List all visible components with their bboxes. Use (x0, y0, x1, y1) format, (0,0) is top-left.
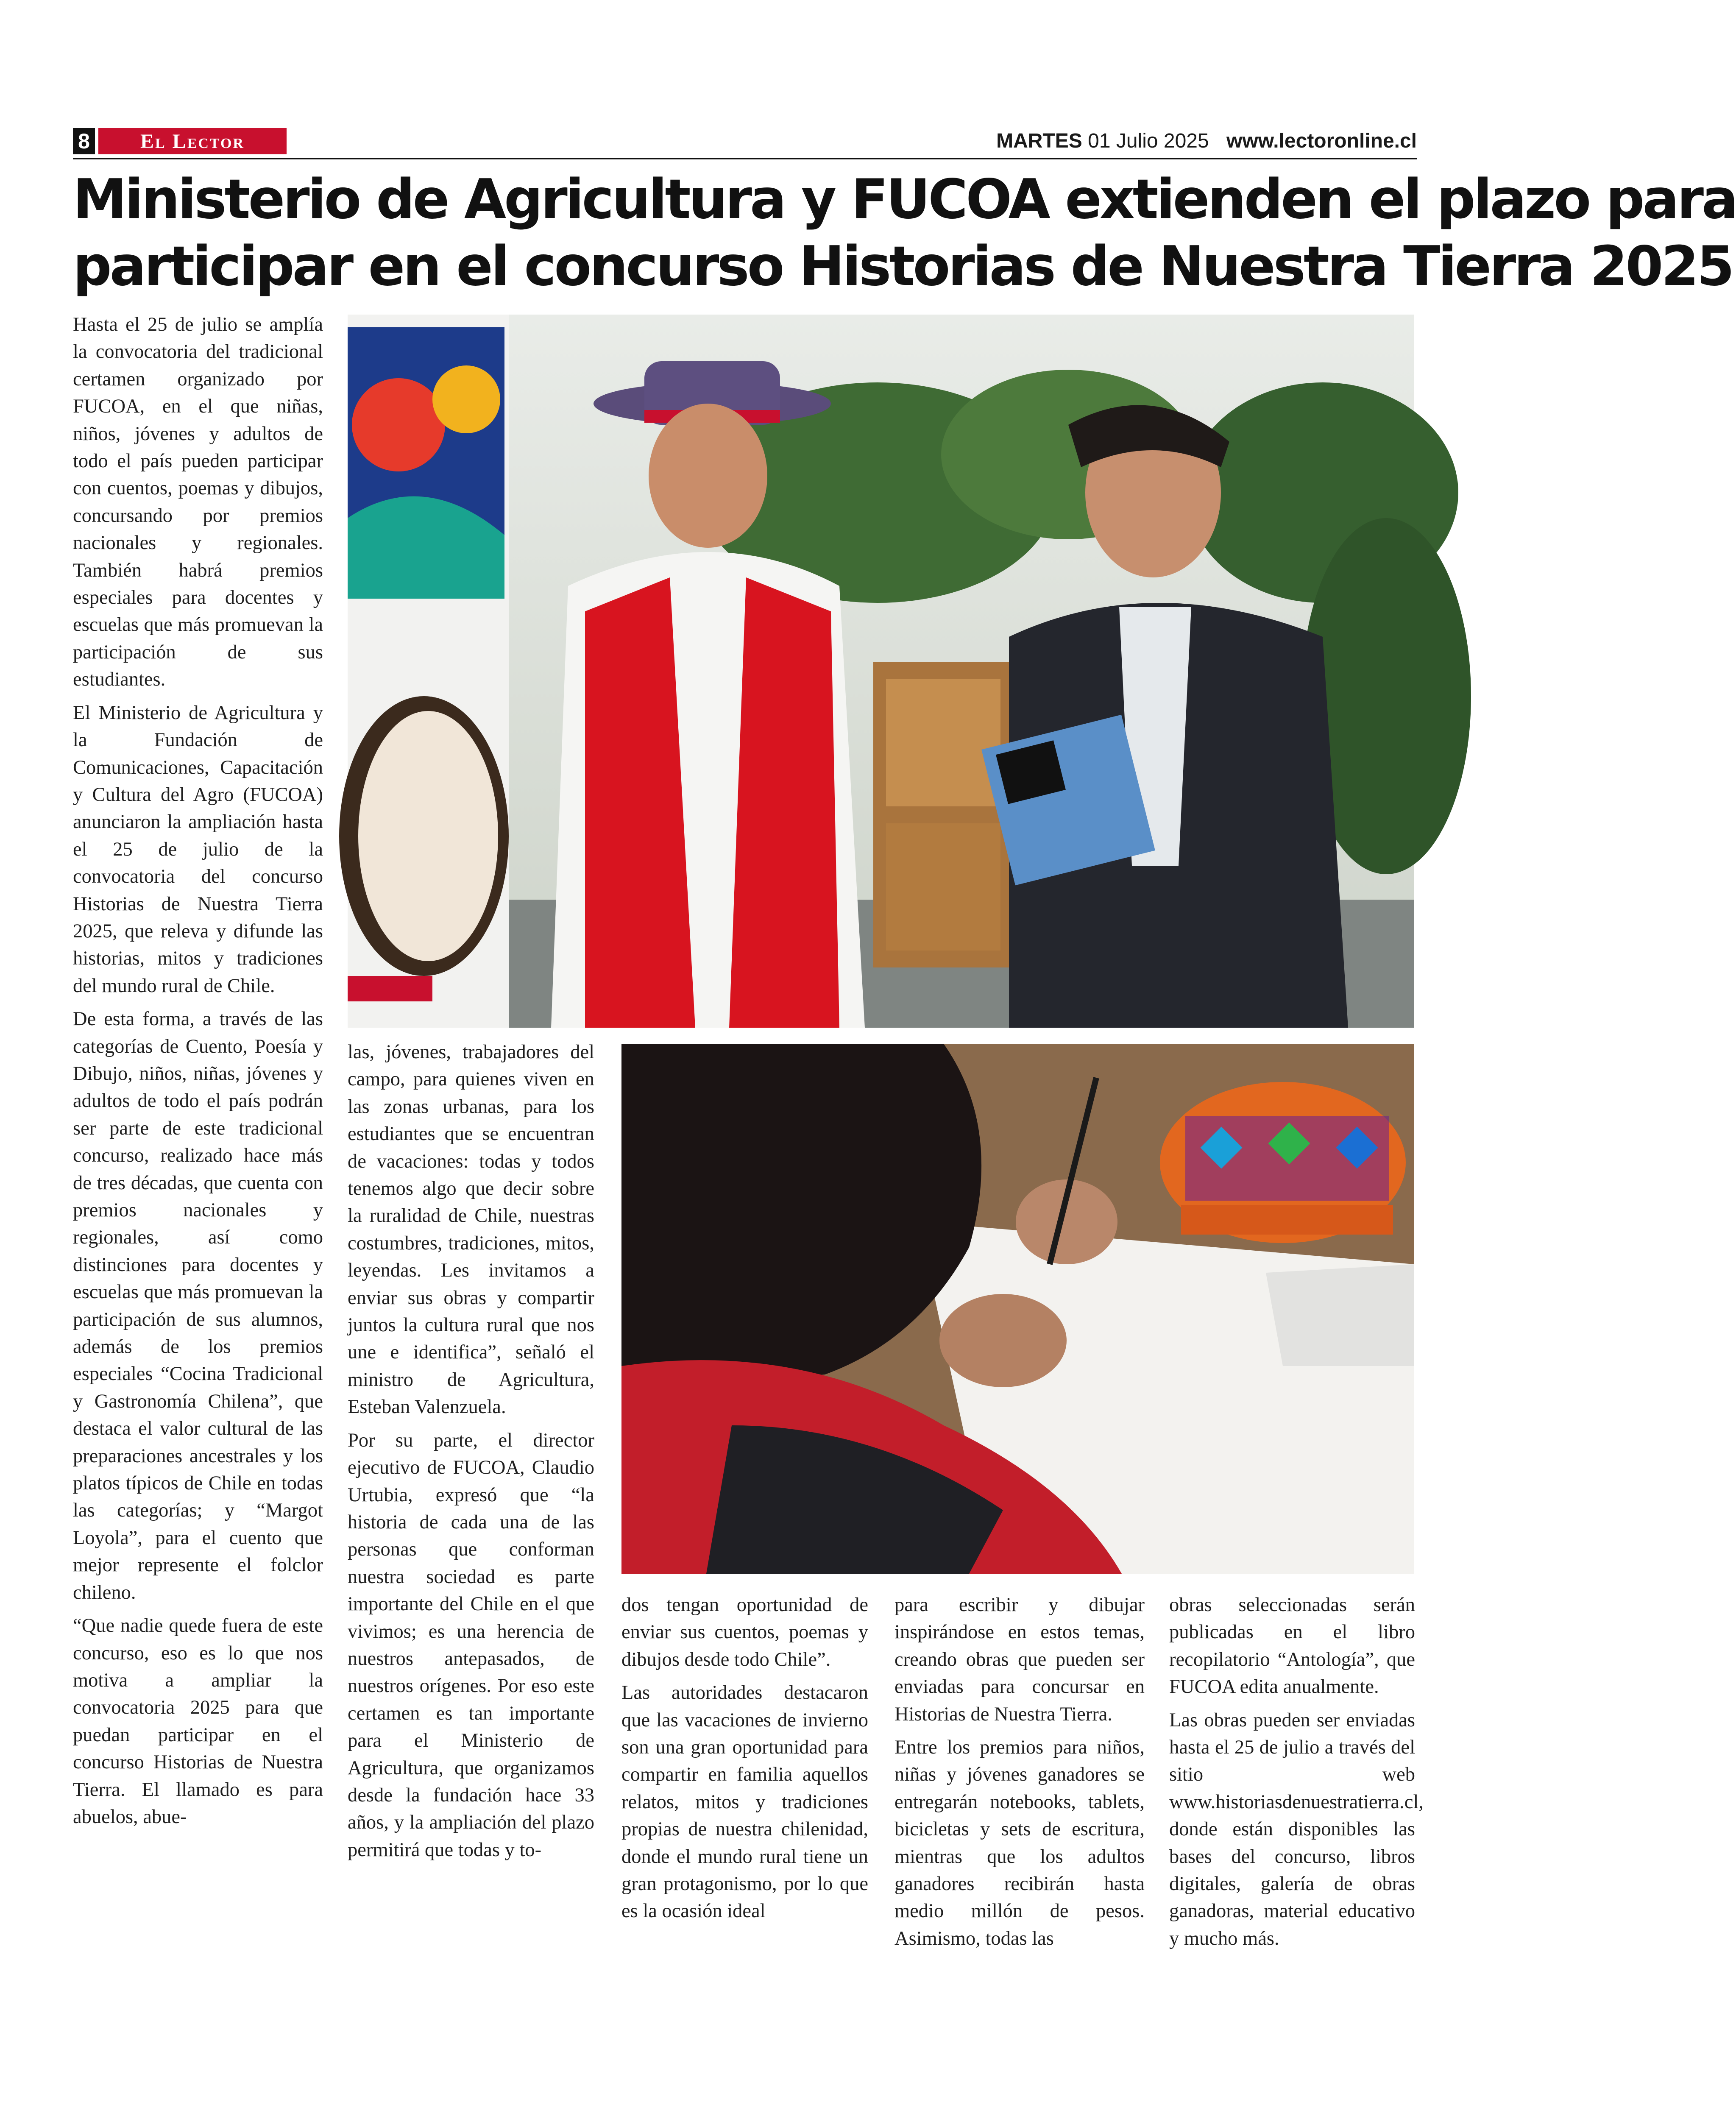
article-column-3 (621, 1592, 868, 2016)
page-header (73, 127, 1417, 157)
article-paragraph: De esta forma, a través de las categorías de Cuento, Poesía y Dibujo, niños, niñas, jóvenes y adultos de todo el país podrán ser parte de este tradicional concurso, realizado hace más de tres décadas, que cuenta con premios nacionales y regionales, así como distinciones para docentes y escuelas que más promuevan la participación de sus alumnos, además de los premios especiales “Cocina Tradicional y Gastronomía Chilena”, que destaca el valor cultural de las preparaciones ancestrales y los platos típicos de Chile en todas las categorías; y “Margot Loyola”, para el cuento que mejor represente el folclor chileno. (73, 1008, 323, 1603)
article-paragraph: las, jóvenes, trabajadores del campo, para quienes viven en las zonas urbanas, para los estudiantes que se encuentran de vacaciones: todas y todos tenemos algo que decir sobre la ruralidad de Chile, nuestras costumbres, tradiciones, mitos, leyendas. Les invitamos a enviar sus obras y compartir juntos la cultura rural que nos une e identifica”, señaló el ministro de Agricultura, Esteban Valenzuela. (348, 1041, 594, 1418)
article-paragraph: Entre los premios para niños, niñas y jóvenes ganadores se entregarán notebooks, tablets, bicicletas y sets de escritura, mientras que los adultos ganadores recibirán hasta medio millón de pesos. Asimismo, todas las (894, 1737, 1145, 1949)
page-number: 8 (73, 128, 95, 154)
header-website[interactable]: www.lectoronline.cl (1226, 130, 1417, 152)
publication-logo: El Lector (98, 128, 287, 154)
article-paragraph: Hasta el 25 de julio se amplía la convocatoria del tradicional certamen organizado por FUCOA, en el que niñas, niños, jóvenes y adultos de todo el país pueden participar con cuentos, poemas y dibujos, concursando por premios nacionales y regionales. También habrá premios especiales para docentes y escuelas que más promuevan la participación de sus estudiantes. (73, 314, 323, 691)
header-date: 01 Julio 2025 (1088, 130, 1209, 152)
article-column-1 (73, 311, 323, 2020)
article-column-2 (348, 1039, 594, 2010)
article-column-5 (1169, 1592, 1424, 2016)
headline-line-1: Ministerio de Agricultura y FUCOA extienden el plazo para (73, 168, 1736, 231)
article-paragraph: dos tengan oportunidad de enviar sus cuentos, poemas y dibujos desde todo Chile”. (621, 1594, 868, 1670)
photo-student-drawing (621, 1044, 1414, 1574)
article-paragraph: para escribir y dibujar inspirándose en estos temas, creando obras que pueden ser enviadas para concursar en Historias de Nuestra Tierra. (894, 1594, 1145, 1725)
article-headline (73, 166, 1736, 300)
photo-organ-grinder-illustration (348, 315, 1414, 1028)
article-paragraph: “Que nadie quede fuera de este concurso, eso es lo que nos motiva a ampliar la convocatoria 2025 para que puedan participar en el concurso Historias de Nuestra Tierra. El llamado es para abuelos, abue- (73, 1615, 323, 1828)
article-paragraph: obras seleccionadas serán publicadas en el libro recopilatorio “Antología”, que FUCOA edita anualmente. (1169, 1594, 1415, 1698)
header-day: MARTES (996, 130, 1082, 152)
photo-student-drawing-illustration (621, 1044, 1414, 1574)
article-column-4 (894, 1592, 1145, 2016)
article-paragraph: Por su parte, el director ejecutivo de FUCOA, Claudio Urtubia, expresó que “la historia de cada una de las personas que conforman nuestra sociedad es parte importante del Chile en el que vivimos; es una herencia de nuestros antepasados, de nuestros orígenes. Por eso este certamen es tan importante para el Ministerio de Agricultura, que organizamos desde la fundación hace 33 años, y la ampliación del plazo permitirá que todas y to- (348, 1429, 594, 1861)
photo-organ-grinder-and-official (348, 315, 1414, 1028)
article-paragraph: Las obras pueden ser enviadas hasta el 25 de julio a través del sitio web www.historiasdenuestratierra.cl, donde están disponibles las bases del concurso, libros digitales, galería de obras ganadoras, material educativo y mucho más. (1169, 1709, 1424, 1949)
article-paragraph: Las autoridades destacaron que las vacaciones de invierno son una gran oportunidad para compartir en familia aquellos relatos, mitos y tradiciones propias de nuestra chilenidad, donde el mundo rural tiene un gran protagonismo, por lo que es la ocasión ideal (621, 1682, 868, 1922)
article-paragraph: El Ministerio de Agricultura y la Fundación de Comunicaciones, Capacitación y Cultura del Agro (FUCOA) anunciaron la ampliación hasta el 25 de julio de la convocatoria del concurso Historias de Nuestra Tierra 2025, que releva y difunde las historias, mitos y tradiciones del mundo rural de Chile. (73, 702, 323, 997)
headline-line-2: participar en el concurso Historias de Nuestra Tierra 2025 (73, 235, 1733, 298)
header-rule (73, 158, 1417, 159)
header-dateline (996, 127, 1417, 155)
